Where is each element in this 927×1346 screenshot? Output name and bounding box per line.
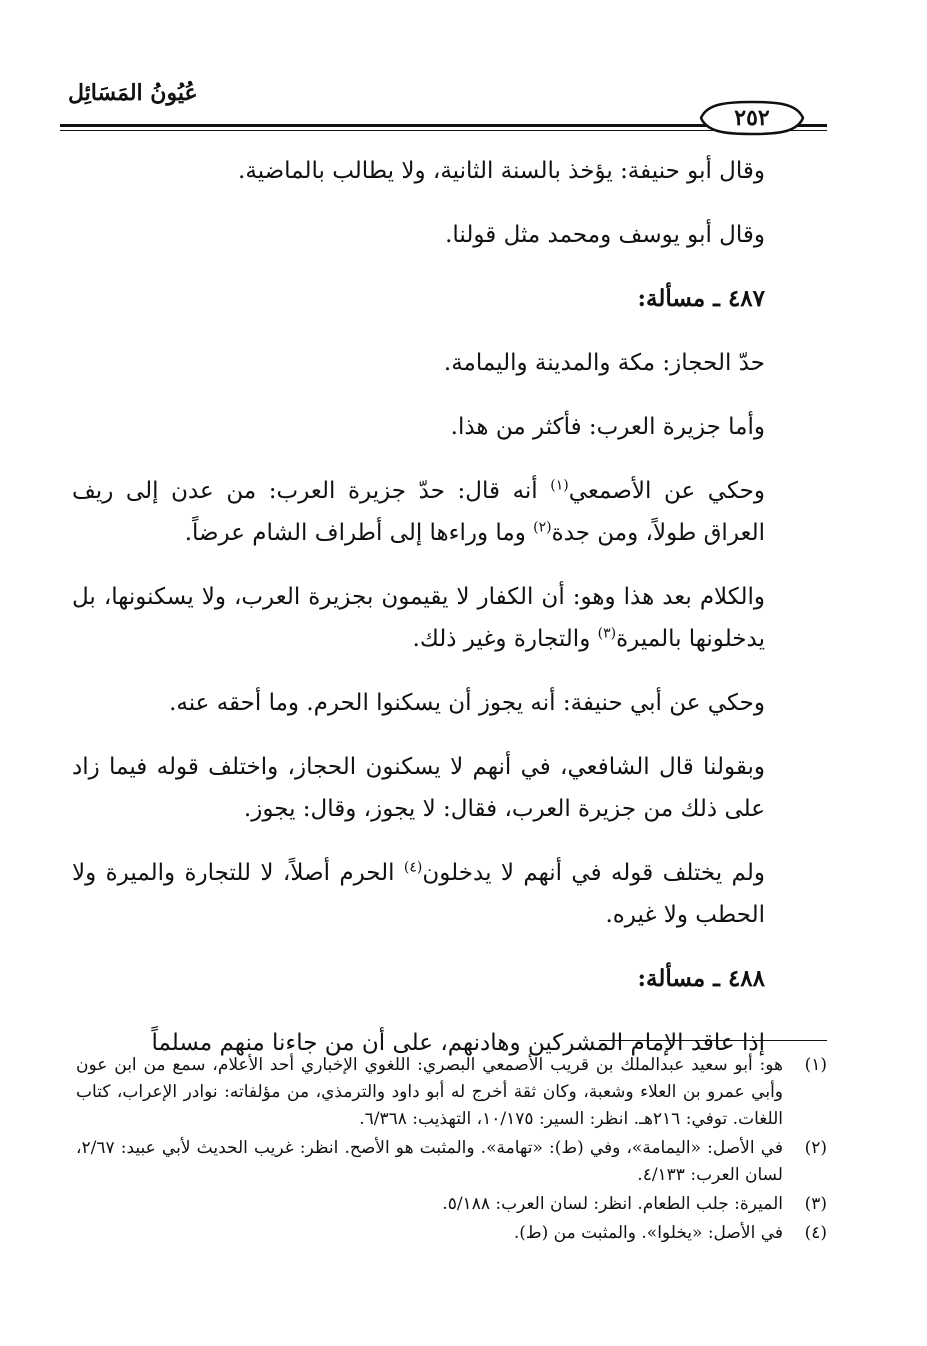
footnote-ref[interactable]: (٤) [403, 859, 423, 876]
footnote [76, 1052, 827, 1133]
paragraph [72, 470, 765, 554]
text-run: ولم يختلف قوله في أنهم لا يدخلون [422, 860, 765, 886]
footnote-ref[interactable]: (٢) [533, 519, 552, 536]
paragraph [72, 576, 765, 660]
footnote-text: في الأصل: «يخلوا». والمثبت من (ط). [513, 1223, 783, 1243]
text-run: أنه قال: حدّ جزيرة العرب: من عدن إلى ريف العراق طولاً، ومن جدة [72, 478, 765, 546]
footnote [76, 1135, 827, 1189]
paragraph: حدّ الحجاز: مكة والمدينة واليمامة. [443, 350, 765, 376]
paragraph: وأما جزيرة العرب: فأكثر من هذا. [450, 414, 765, 440]
text-run: والكلام بعد هذا وهو: أن الكفار لا يقيمون بجزيرة العرب، ولا يسكنونها، بل يدخلونها بالميرة [72, 584, 765, 652]
text-run: والتجارة وغير ذلك. [412, 626, 598, 652]
paragraph: وقال أبو حنيفة: يؤخذ بالسنة الثانية، ولا يطالب بالماضية. [238, 158, 765, 184]
issue-heading: ٤٨٨ ـ مسألة: [637, 965, 765, 992]
footnote-number: (١) [804, 1055, 827, 1075]
page-number-badge [695, 98, 809, 138]
footnote [76, 1220, 827, 1247]
paragraph: إذا عاقد الإمام المشركين وهادنهم، على أن من جاءنا منهم مسلماً [151, 1030, 765, 1056]
footnote-number: (٢) [804, 1138, 827, 1158]
text-run: الحرم أصلاً، لا للتجارة والميرة ولا الحطب ولا غيره. [72, 860, 765, 928]
paragraph: وحكي عن أبي حنيفة: أنه يجوز أن يسكنوا الحرم. وما أحقه عنه. [169, 690, 765, 716]
page-number: ٢٥٢ [734, 105, 770, 131]
footnote-text: هو: أبو سعيد عبدالملك بن قريب الأصمعي البصري: اللغوي الإخباري أحد الأعلام، سمع من ابن عون وأبي عمرو بن العلاء وشعبة، وكان ثقة أخرج له أبو داود والترمذي، من مؤلفاته: نوادر الإعراب، كتاب اللغات. توفي: ٢١٦هـ. انظر: السير: ١٠/١٧٥، التهذيب: ٦/٣٦٨. [76, 1055, 783, 1129]
running-header [60, 72, 827, 132]
footnote-text: الميرة: جلب الطعام. انظر: لسان العرب: ٥/١٨٨. [442, 1194, 783, 1214]
footnote-ref[interactable]: (٣) [597, 625, 617, 642]
footnote [76, 1191, 827, 1218]
footnote-number: (٤) [804, 1223, 827, 1243]
paragraph: وقال أبو يوسف ومحمد مثل قولنا. [445, 222, 765, 248]
book-title: عُيُونُ المَسَائِل [68, 80, 198, 106]
paragraph: وبقولنا قال الشافعي، في أنهم لا يسكنون الحجاز، واختلف قوله فيما زاد على ذلك من جزيرة العرب، فقال: لا يجوز، وقال: يجوز. [72, 754, 765, 822]
footnote-number: (٣) [804, 1194, 827, 1214]
text-run: وما وراءها إلى أطراف الشام عرضاً. [184, 520, 534, 546]
footnote-separator [599, 1040, 827, 1041]
main-text [72, 150, 765, 1086]
footnotes [76, 1052, 827, 1249]
text-run: وحكي عن الأصمعي [568, 478, 765, 504]
paragraph [72, 852, 765, 936]
issue-heading: ٤٨٧ ـ مسألة: [637, 285, 765, 312]
footnote-text: في الأصل: «اليمامة»، وفي (ط): «تهامة». والمثبت هو الأصح. انظر: غريب الحديث لأبي عبيد: ٢/٦٧، لسان العرب: ٤/١٣٣. [76, 1138, 783, 1185]
footnote-ref[interactable]: (١) [550, 477, 569, 494]
